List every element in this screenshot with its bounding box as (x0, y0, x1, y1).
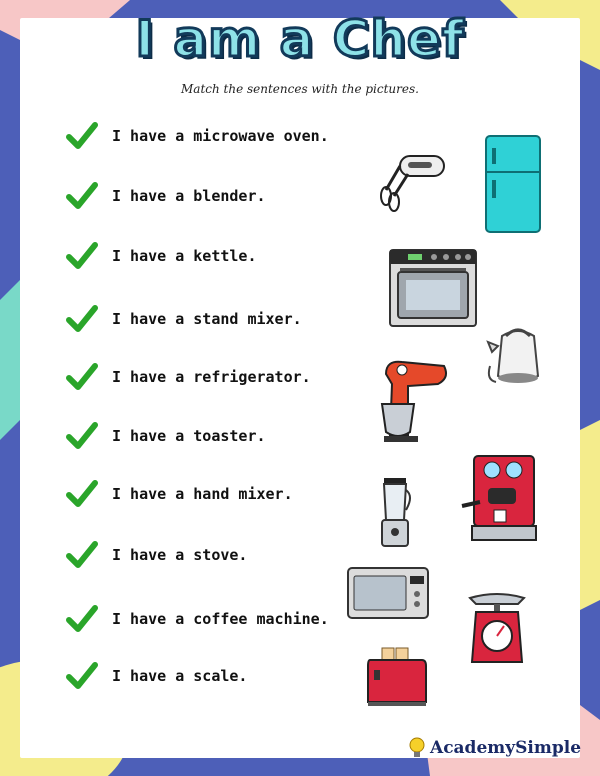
sentence-text: I have a toaster. (112, 427, 266, 445)
sentence-row (66, 421, 266, 451)
lightbulb-icon (408, 737, 426, 759)
hand-mixer-picture (378, 150, 448, 212)
logo-text: AcademySimple (430, 738, 582, 758)
checkmark-icon (66, 121, 98, 151)
sentence-text: I have a blender. (112, 187, 266, 205)
sentence-text: I have a scale. (112, 667, 248, 685)
sentence-text: I have a stand mixer. (112, 310, 302, 328)
sentence-row (66, 604, 329, 634)
sentence-row (66, 479, 293, 509)
sentence-text: I have a hand mixer. (112, 485, 293, 503)
sentence-row (66, 362, 311, 392)
coffee-machine-picture (458, 452, 540, 546)
sentence-row (66, 304, 302, 334)
kettle-picture (484, 322, 548, 386)
toaster-picture (364, 646, 430, 708)
sentence-text: I have a kettle. (112, 247, 257, 265)
sentence-text: I have a refrigerator. (112, 368, 311, 386)
sentence-row (66, 121, 329, 151)
checkmark-icon (66, 661, 98, 691)
blender-picture (376, 476, 416, 550)
refrigerator-picture (484, 134, 542, 234)
instruction-text: Match the sentences with the pictures. (181, 82, 419, 96)
sentence-row (66, 181, 266, 211)
checkmark-icon (66, 362, 98, 392)
sentence-text: I have a stove. (112, 546, 248, 564)
stand-mixer-picture (378, 356, 452, 444)
checkmark-icon (66, 421, 98, 451)
checkmark-icon (66, 181, 98, 211)
checkmark-icon (66, 304, 98, 334)
sentence-row (66, 540, 247, 570)
sentence-text: I have a microwave oven. (112, 127, 329, 145)
checkmark-icon (66, 540, 98, 570)
sentence-row (66, 241, 257, 271)
sentence-text: I have a coffee machine. (112, 610, 329, 628)
checkmark-icon (66, 241, 98, 271)
stove-picture (388, 248, 478, 328)
brand-logo (408, 736, 581, 760)
checkmark-icon (66, 479, 98, 509)
header (0, 0, 600, 80)
scale-picture (466, 590, 528, 666)
microwave-oven-picture (346, 566, 430, 620)
sentence-row (66, 661, 247, 691)
page-title: I am a Chef (135, 10, 465, 68)
checkmark-icon (66, 604, 98, 634)
